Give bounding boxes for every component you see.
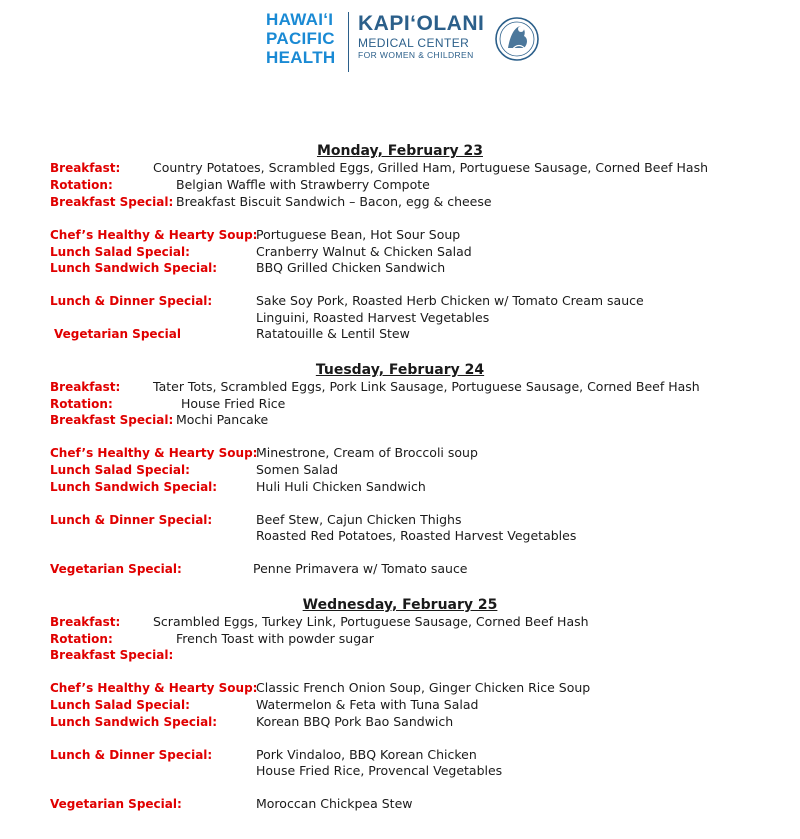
soup-label: Chef’s Healthy & Hearty Soup: <box>50 681 258 695</box>
rotation-label: Rotation: <box>50 178 113 192</box>
lunch-salad-value: Watermelon & Feta with Tuna Salad <box>256 697 479 712</box>
lunch-salad-value: Cranberry Walnut & Chicken Salad <box>256 244 472 259</box>
lunch-salad-label: Lunch Salad Special: <box>50 698 190 712</box>
lunch-dinner-value-2: Linguini, Roasted Harvest Vegetables <box>256 310 490 325</box>
logo-text-line: HEALTH <box>266 48 336 67</box>
rotation-label: Rotation: <box>50 632 113 646</box>
vegetarian-label: Vegetarian Special <box>54 327 181 341</box>
breakfast-value: Scrambled Eggs, Turkey Link, Portuguese Sausage, Corned Beef Hash <box>153 614 589 629</box>
breakfast-value: Country Potatoes, Scrambled Eggs, Grilled Ham, Portuguese Sausage, Corned Beef Hash <box>153 160 708 175</box>
day-title-wednesday: Wednesday, February 25 <box>302 597 498 613</box>
breakfast-special-label: Breakfast Special: <box>50 413 174 427</box>
rotation-label: Rotation: <box>50 397 113 411</box>
rotation-value: Belgian Waffle with Strawberry Compote <box>176 177 430 192</box>
lunch-salad-value: Somen Salad <box>256 462 339 477</box>
rotation-value: House Fried Rice <box>181 396 286 411</box>
breakfast-label: Breakfast: <box>50 615 121 629</box>
lunch-dinner-label: Lunch & Dinner Special: <box>50 748 213 762</box>
lunch-dinner-value-2: House Fried Rice, Provencal Vegetables <box>256 763 503 778</box>
soup-label: Chef’s Healthy & Hearty Soup: <box>50 446 258 460</box>
vegetarian-value: Moroccan Chickpea Stew <box>256 796 413 811</box>
breakfast-value: Tater Tots, Scrambled Eggs, Pork Link Sausage, Portuguese Sausage, Corned Beef Hash <box>153 379 700 394</box>
logo-text-line: MEDICAL CENTER <box>358 36 470 50</box>
breakfast-special-value: Mochi Pancake <box>176 412 269 427</box>
vegetarian-label: Vegetarian Special: <box>50 562 182 576</box>
breakfast-label: Breakfast: <box>50 380 121 394</box>
logo-text-line: HAWAIʻI <box>266 10 334 29</box>
rotation-value: French Toast with powder sugar <box>176 631 374 646</box>
lunch-dinner-value: Sake Soy Pork, Roasted Herb Chicken w/ Tomato Cream sauce <box>256 293 644 308</box>
logo-text-line: FOR WOMEN & CHILDREN <box>358 50 474 60</box>
lunch-dinner-value: Beef Stew, Cajun Chicken Thighs <box>256 512 462 527</box>
logo-text-line: KAPIʻOLANI <box>358 12 485 35</box>
kapiolani-wordmark <box>358 12 484 61</box>
lunch-dinner-value: Pork Vindaloo, BBQ Korean Chicken <box>256 747 477 762</box>
soup-value: Classic French Onion Soup, Ginger Chicken Rice Soup <box>256 680 591 695</box>
lunch-dinner-value-2: Roasted Red Potatoes, Roasted Harvest Vegetables <box>256 528 577 543</box>
lunch-sandwich-label: Lunch Sandwich Special: <box>50 480 218 494</box>
breakfast-special-value: Breakfast Biscuit Sandwich – Bacon, egg & cheese <box>176 194 492 209</box>
kapiolani-emblem-icon <box>494 14 540 64</box>
lunch-dinner-label: Lunch & Dinner Special: <box>50 513 213 527</box>
lunch-sandwich-value: Huli Huli Chicken Sandwich <box>256 479 426 494</box>
lunch-sandwich-label: Lunch Sandwich Special: <box>50 715 218 729</box>
hospital-logo <box>262 8 542 74</box>
soup-value: Portuguese Bean, Hot Sour Soup <box>256 227 461 242</box>
logo-divider <box>348 12 349 72</box>
vegetarian-value: Ratatouille & Lentil Stew <box>256 326 410 341</box>
lunch-sandwich-value: BBQ Grilled Chicken Sandwich <box>256 260 446 275</box>
soup-value: Minestrone, Cream of Broccoli soup <box>256 445 478 460</box>
breakfast-special-label: Breakfast Special: <box>50 648 174 662</box>
breakfast-label: Breakfast: <box>50 161 121 175</box>
breakfast-special-label: Breakfast Special: <box>50 195 174 209</box>
lunch-dinner-label: Lunch & Dinner Special: <box>50 294 213 308</box>
soup-label: Chef’s Healthy & Hearty Soup: <box>50 228 258 242</box>
lunch-sandwich-label: Lunch Sandwich Special: <box>50 261 218 275</box>
day-title-tuesday: Tuesday, February 24 <box>315 362 485 378</box>
lunch-salad-label: Lunch Salad Special: <box>50 245 190 259</box>
hawaii-pacific-health-wordmark <box>266 10 335 67</box>
lunch-salad-label: Lunch Salad Special: <box>50 463 190 477</box>
vegetarian-value: Penne Primavera w/ Tomato sauce <box>253 561 468 576</box>
vegetarian-label: Vegetarian Special: <box>50 797 182 811</box>
lunch-sandwich-value: Korean BBQ Pork Bao Sandwich <box>256 714 454 729</box>
day-title-monday: Monday, February 23 <box>316 143 483 159</box>
logo-text-line: PACIFIC <box>266 29 335 48</box>
